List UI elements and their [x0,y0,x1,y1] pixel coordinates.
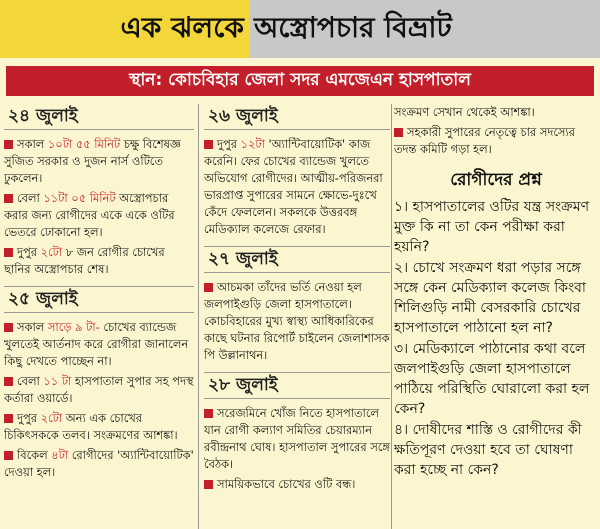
bullet-icon [204,480,213,489]
bullet-icon [394,128,403,137]
timeline-entry: বেলা ১১ টা হাসপাতাল সুপার সহ পদস্থ কর্তারা ওয়ার্ডে। [4,374,194,405]
question-item: ৪। দোষীদের শাস্তি ও রোগীদের কী ক্ষতিপূরণ দেওয়া হবে তা ঘোষণা করা হচ্ছে না কেন? [394,422,582,478]
date-heading: ২৭ জুলাই [204,246,390,273]
date-heading: ২৬ জুলাই [204,104,390,130]
column-divider [391,104,392,529]
timeline-entry: বিকেল ৪টা রোগীদের 'অ্যান্টিবায়োটিক' দেওয়া হল। [4,448,194,479]
title-left: এক ঝলকে [0,0,250,58]
title-bar [0,0,600,58]
questions-heading: রোগীদের প্রশ্ন [450,170,542,190]
bullet-icon [204,140,213,149]
bullet-icon [204,283,213,292]
timeline-entry: বেলা ১১টা ০৫ মিনিট অস্ত্রোপচার করার জন্য রোগীদের একে একে ওটির ভেতরে ঢোকানো হল। [4,191,175,239]
timeline-entry: সকাল ১০টা ৫৫ মিনিট চক্ষু বিশেষজ্ঞ সুজিত সরকার ও দুজন নার্স ওটিতে ঢুকলেন। [4,137,181,185]
column-3 [394,104,598,529]
location-banner: স্থান: কোচবিহার জেলা সদর এমজেএন হাসপাতাল [6,66,594,96]
date-heading: ২৪ জুলাই [4,104,194,130]
bullet-icon [4,140,13,149]
bullet-icon [4,451,13,460]
date-heading: ২৫ জুলাই [4,286,194,313]
question-item: ৩। মেডিক্যালে পাঠানোর কথা বলে জলপাইগুড়ি জেলা হাসপাতালে পাঠিয়ে পরিস্থিতি ঘোরালো করা হল কেন? [394,341,590,417]
bullet-icon [4,194,13,203]
bullet-icon [4,323,13,332]
timeline-entry: সরেজমিনে খোঁজ নিতে হাসপাতালে যান রোগী কল্যাণ সমিতির চেয়ারম্যান রবীন্দ্রনাথ ঘোষ। হাসপাতাল সুপারের সঙ্গে বৈঠক। [204,406,390,471]
column-1 [4,104,194,529]
timeline-entry: দুপুর ১২টা 'অ্যান্টিবায়োটিক' কাজ করেনি। ফের চোখের ব্যান্ডেজ খুলতে অভিযোগ রোগীদের। আত্মীয়-পরিজনরা ভারপ্রাপ্ত সুপারের সামনে ক্ষোভে-দুঃখে কেঁদে ফেললেন। সকলকে উত্তরবঙ্গ মেডিক্যাল কলেজে রেফার। [204,137,383,236]
question-item: ১। হাসপাতালের ওটির যন্ত্র সংক্রমণ মুক্ত কি না তা কেন পরীক্ষা করা হয়নি? [394,199,590,255]
timeline-entry-continued: সংক্রমণ সেখান থেকেই আশঙ্কা। [394,105,535,119]
timeline-entry: সকাল সাড়ে ৯ টা- চোখের ব্যান্ডেজ খুলতেই আর্তনাদ করে রোগীরা জানালেন কিছু দেখতে পাচ্ছেন না। [4,320,189,368]
timeline-entry: সহকারী সুপারের নেতৃত্বে চার সদস্যের তদন্ত কমিটি গড়া হল। [394,125,575,156]
question-item: ২। চোখে সংক্রমণ ধরা পড়ার সঙ্গে সঙ্গে কেন মেডিক্যাল কলেজ কিংবা শিলিগুড়ি নামী বেসরকারি চোখের হাসপাতালে পাঠানো হল না? [394,260,586,336]
bullet-icon [4,414,13,423]
timeline-entry: দুপুর ২টো অন্য এক চোখের চিকিৎসককে তলব। সংক্রমণের আশঙ্কা। [4,411,178,442]
timeline-entry: সাময়িকভাবে চোখের ওটি বন্ধ। [204,476,390,493]
column-2 [204,104,390,529]
timeline-entry: দুপুর ২টো ৮ জন রোগীর চোখের ছানির অস্ত্রোপচার শেষ। [4,245,165,276]
title-right: অস্ত্রোপচার বিভ্রাট [250,0,600,58]
bullet-icon [204,409,213,418]
date-heading: ২৮ জুলাই [204,372,390,399]
bullet-icon [4,248,13,257]
bullet-icon [4,377,13,386]
column-divider [198,104,199,529]
timeline-entry: আচমকা তাঁদের ভর্তি নেওয়া হল জলপাইগুড়ি জেলা হাসপাতালে। কোচবিহারের মুখ্য স্বাস্থ্য আধিকারিকের কাছে ঘটনার রিপোর্ট চাইলেন জেলাশাসক পি উল্লানাথন। [204,280,390,362]
